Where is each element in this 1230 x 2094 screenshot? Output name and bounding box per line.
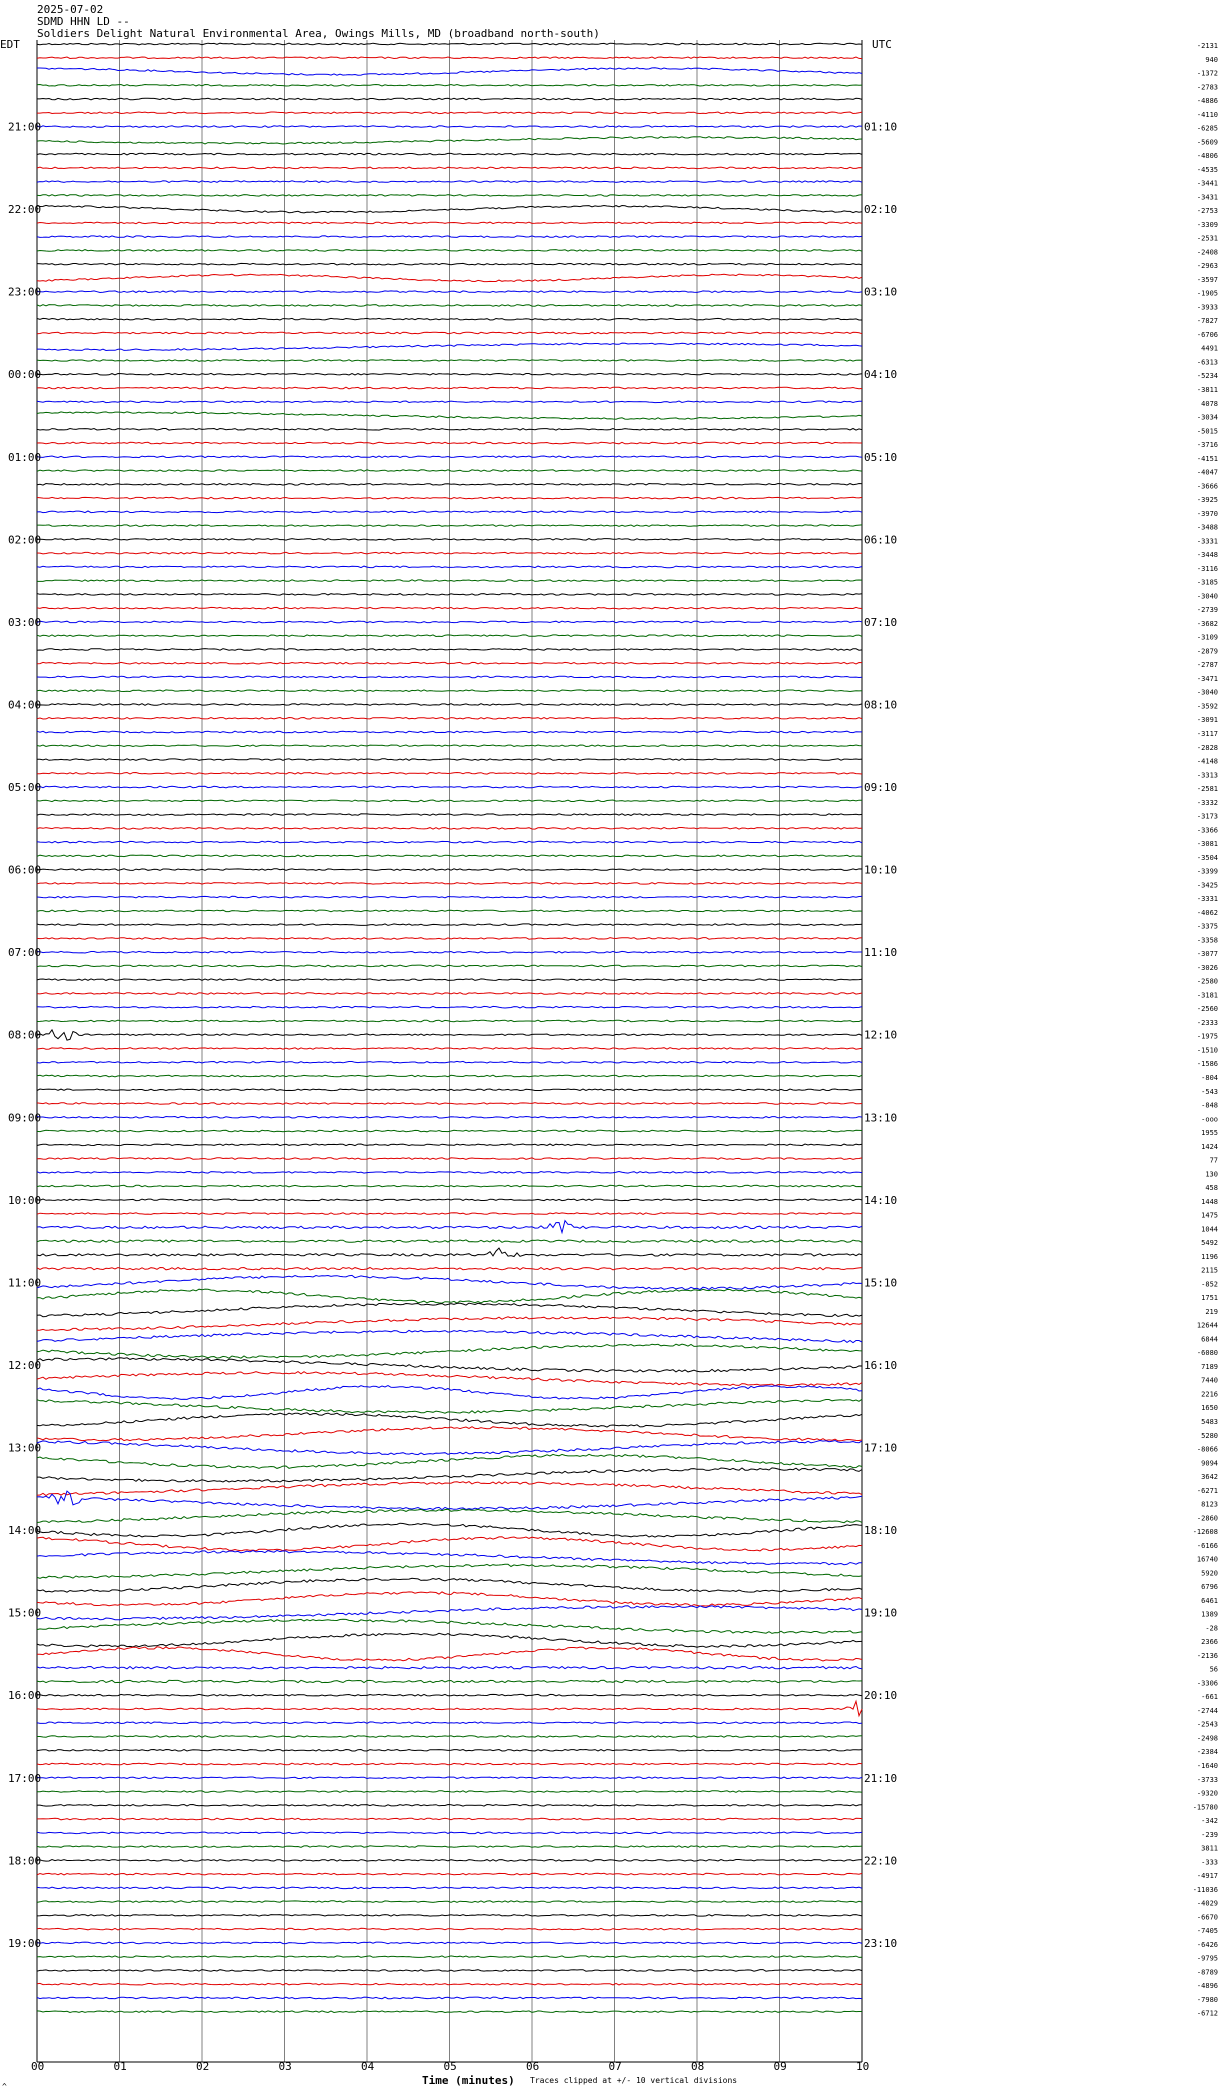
trace-offset-label: -4886 <box>1196 97 1218 106</box>
hour-label-right: 18:10 <box>864 1524 898 1538</box>
trace-offset-label: -3666 <box>1196 482 1218 491</box>
trace-offset-label: -2543 <box>1196 1720 1218 1729</box>
trace-offset-label: 1650 <box>1201 1404 1218 1413</box>
trace-offset-label: -3733 <box>1196 1775 1218 1784</box>
trace-offset-label: -3358 <box>1196 936 1218 945</box>
trace-offset-label: -2787 <box>1196 661 1218 670</box>
trace-offset-label: -3399 <box>1196 867 1218 876</box>
trace-offset-label: -2131 <box>1196 42 1218 50</box>
x-axis-title: Time (minutes) <box>422 2074 515 2087</box>
hour-label-left: 06:00 <box>8 863 42 877</box>
trace-offset-label: -8789 <box>1196 1968 1218 1977</box>
timezone-right-label: UTC <box>872 38 892 51</box>
trace-offset-label: -2136 <box>1196 1651 1218 1660</box>
trace-offset-label: 6796 <box>1201 1583 1218 1592</box>
trace-offset-label: 12644 <box>1196 1321 1218 1330</box>
hour-label-right: 14:10 <box>864 1193 898 1207</box>
trace-offset-label: 77 <box>1209 1156 1218 1165</box>
trace-offset-label: -3116 <box>1196 564 1218 573</box>
trace-offset-label: -2560 <box>1196 1005 1218 1014</box>
x-tick-label: 08 <box>691 2060 705 2073</box>
trace-offset-label: -3313 <box>1196 771 1218 780</box>
trace-offset-label: -6670 <box>1196 1913 1218 1922</box>
trace-offset-label: -11036 <box>1192 1885 1218 1894</box>
trace-offset-label: -2580 <box>1196 977 1218 986</box>
trace-offset-label: -4029 <box>1196 1899 1218 1908</box>
trace-offset-label: -804 <box>1201 1074 1218 1082</box>
trace-offset-label: -2879 <box>1196 647 1218 656</box>
trace-offset-label: 5920 <box>1201 1569 1218 1578</box>
trace-offset-label: -239 <box>1201 1830 1218 1839</box>
hour-label-left: 12:00 <box>8 1358 42 1372</box>
trace-offset-label: -342 <box>1201 1817 1218 1826</box>
x-tick-label: 07 <box>608 2060 622 2073</box>
trace-offset-label: -12608 <box>1192 1528 1218 1537</box>
hour-label-left: 11:00 <box>8 1276 42 1290</box>
trace-offset-label: -3026 <box>1196 963 1218 972</box>
trace-offset-label: -4917 <box>1196 1872 1218 1881</box>
trace-offset-label: -7827 <box>1196 317 1218 326</box>
header-location: Soldiers Delight Natural Environmental Area, Owings Mills, MD (broadband north-south) <box>37 27 600 40</box>
trace-offset-label: -3077 <box>1196 950 1218 959</box>
hour-label-right: 03:10 <box>864 285 898 299</box>
hour-label-left: 08:00 <box>8 1028 42 1042</box>
trace-offset-label: -3091 <box>1196 716 1218 725</box>
trace-offset-label: 2216 <box>1201 1390 1218 1399</box>
axis-labels <box>8 42 1218 2073</box>
trace-offset-label: 219 <box>1205 1307 1218 1316</box>
trace-offset-label: -2753 <box>1196 207 1218 216</box>
trace-offset-label: -4535 <box>1196 165 1218 174</box>
trace-offset-label: 8123 <box>1201 1500 1218 1509</box>
trace-offset-label: 1389 <box>1201 1610 1218 1619</box>
trace-offset-label: 5280 <box>1201 1431 1218 1440</box>
hour-label-left: 17:00 <box>8 1771 42 1785</box>
trace-offset-label: -2739 <box>1196 606 1218 615</box>
hour-label-left: 02:00 <box>8 533 42 547</box>
hour-label-right: 02:10 <box>864 203 898 217</box>
trace-offset-label: -7405 <box>1196 1927 1218 1936</box>
trace-offset-label: -4148 <box>1196 757 1218 766</box>
trace-offset-label: -8066 <box>1196 1445 1218 1454</box>
trace-offset-label: -2384 <box>1196 1748 1218 1757</box>
trace-offset-label: 7440 <box>1201 1376 1218 1385</box>
trace-offset-label: -3970 <box>1196 509 1218 518</box>
trace-offset-label: -9320 <box>1196 1789 1218 1798</box>
trace-offset-label: -2783 <box>1196 83 1218 92</box>
trace-offset-label: -6285 <box>1196 124 1218 133</box>
x-tick-label: 05 <box>443 2060 457 2073</box>
hour-label-left: 13:00 <box>8 1441 42 1455</box>
hour-label-left: 19:00 <box>8 1936 42 1950</box>
trace-offset-label: 4491 <box>1201 344 1218 353</box>
trace-offset-label: 56 <box>1209 1665 1218 1674</box>
trace-offset-label: -15780 <box>1192 1803 1218 1812</box>
clip-note: Traces clipped at +/- 10 vertical divisions <box>530 2076 738 2085</box>
hour-label-left: 04:00 <box>8 698 42 712</box>
hour-label-right: 11:10 <box>864 946 898 960</box>
hour-label-right: 22:10 <box>864 1854 898 1868</box>
trace-offset-label: -3448 <box>1196 551 1218 560</box>
trace-offset-label: -3811 <box>1196 386 1218 394</box>
hour-label-right: 15:10 <box>864 1276 898 1290</box>
trace-offset-label: -2744 <box>1196 1706 1218 1715</box>
trace-offset-label: -3441 <box>1196 179 1218 188</box>
trace-offset-label: -6271 <box>1196 1486 1218 1495</box>
trace-offset-label: -6080 <box>1196 1349 1218 1358</box>
hour-label-left: 10:00 <box>8 1193 42 1207</box>
trace-offset-label: -848 <box>1201 1101 1218 1110</box>
trace-offset-label: -6166 <box>1196 1541 1218 1550</box>
hour-label-right: 05:10 <box>864 450 898 464</box>
trace-offset-label: -2963 <box>1196 262 1218 271</box>
trace-offset-label: 1751 <box>1201 1294 1218 1303</box>
trace-offset-label: -3592 <box>1196 702 1218 711</box>
header-station: SDMD HHN LD -- <box>37 15 130 28</box>
hour-label-right: 19:10 <box>864 1606 898 1620</box>
hour-label-right: 08:10 <box>864 698 898 712</box>
trace-offset-label: -4151 <box>1196 454 1218 463</box>
trace-offset-label: -3309 <box>1196 220 1218 229</box>
trace-offset-label: -4110 <box>1196 110 1218 119</box>
hour-label-right: 13:10 <box>864 1111 898 1125</box>
trace-offset-label: -3431 <box>1196 193 1218 202</box>
hour-label-left: 18:00 <box>8 1854 42 1868</box>
trace-offset-label: -1510 <box>1196 1046 1218 1055</box>
trace-offset-label: -3306 <box>1196 1679 1218 1688</box>
hour-label-right: 16:10 <box>864 1358 898 1372</box>
trace-offset-label: 1475 <box>1201 1211 1218 1220</box>
x-tick-label: 02 <box>196 2060 210 2073</box>
x-tick-label: 03 <box>278 2060 292 2073</box>
trace-offset-label: 3811 <box>1201 1844 1218 1853</box>
hour-label-right: 01:10 <box>864 120 898 134</box>
hour-label-right: 20:10 <box>864 1689 898 1703</box>
trace-offset-label: -2860 <box>1196 1514 1218 1523</box>
trace-offset-label: -1640 <box>1196 1762 1218 1770</box>
hour-label-left: 22:00 <box>8 203 42 217</box>
trace-offset-label: 458 <box>1205 1184 1218 1193</box>
trace-offset-label: -ooo <box>1201 1115 1218 1124</box>
trace-offset-label: -3375 <box>1196 922 1218 931</box>
trace-offset-label: -3109 <box>1196 633 1218 642</box>
trace-offset-label: -852 <box>1201 1280 1218 1289</box>
trace-offset-label: -6426 <box>1196 1940 1218 1949</box>
trace-offset-label: -5609 <box>1196 138 1218 147</box>
trace-offset-label: -3504 <box>1196 853 1218 862</box>
hour-label-left: 01:00 <box>8 450 42 464</box>
trace-offset-label: -5015 <box>1196 427 1218 436</box>
header-date: 2025-07-02 <box>37 3 104 16</box>
trace-offset-label: 1424 <box>1201 1142 1218 1151</box>
trace-offset-label: 1044 <box>1201 1225 1218 1234</box>
trace-offset-label: -3332 <box>1196 798 1218 807</box>
trace-offset-label: -1975 <box>1196 1032 1218 1041</box>
hour-label-left: 09:00 <box>8 1111 42 1125</box>
trace-offset-label: -1586 <box>1196 1060 1218 1069</box>
trace-offset-label: -5234 <box>1196 372 1218 381</box>
trace-offset-label: -1372 <box>1196 69 1218 78</box>
x-tick-label: 09 <box>773 2060 787 2073</box>
trace-offset-label: -9795 <box>1196 1954 1218 1963</box>
trace-offset-label: -6706 <box>1196 330 1218 339</box>
hour-label-right: 21:10 <box>864 1771 898 1785</box>
corner-mark: ^ <box>2 2082 7 2091</box>
trace-offset-label: -543 <box>1201 1087 1218 1096</box>
trace-offset-label: -2333 <box>1196 1018 1218 1027</box>
x-tick-label: 00 <box>31 2060 45 2073</box>
trace-offset-label: -3040 <box>1196 688 1218 697</box>
trace-offset-label: 1196 <box>1201 1252 1218 1261</box>
trace-offset-label: -6712 <box>1196 2009 1218 2018</box>
trace-offset-label: -28 <box>1205 1624 1218 1633</box>
trace-offset-label: 6844 <box>1201 1335 1218 1344</box>
hour-label-left: 03:00 <box>8 615 42 629</box>
trace-offset-label: -3331 <box>1196 537 1218 546</box>
trace-offset-label: 7189 <box>1201 1362 1218 1371</box>
trace-offset-label: -7980 <box>1196 1995 1218 2004</box>
trace-offset-label: -3117 <box>1196 730 1218 738</box>
hour-label-left: 15:00 <box>8 1606 42 1620</box>
trace-offset-label: -333 <box>1201 1858 1218 1867</box>
trace-offset-label: 16740 <box>1196 1555 1218 1564</box>
hour-label-right: 09:10 <box>864 781 898 795</box>
hour-label-right: 04:10 <box>864 368 898 382</box>
trace-offset-label: -2531 <box>1196 234 1218 243</box>
trace-offset-label: -661 <box>1201 1693 1218 1702</box>
hour-label-left: 14:00 <box>8 1524 42 1538</box>
trace-offset-label: 3642 <box>1201 1473 1218 1482</box>
trace-offset-label: -3933 <box>1196 303 1218 312</box>
trace-offset-label: -4806 <box>1196 152 1218 161</box>
trace-offset-label: -3925 <box>1196 496 1218 505</box>
trace-offset-label: 5492 <box>1201 1239 1218 1248</box>
trace-offset-label: 9094 <box>1201 1459 1218 1468</box>
x-tick-label: 01 <box>113 2060 127 2073</box>
grid-lines <box>37 40 862 2062</box>
trace-offset-label: -4062 <box>1196 908 1218 917</box>
trace-offset-label: -3488 <box>1196 523 1218 532</box>
trace-offset-label: -3034 <box>1196 413 1218 422</box>
trace-offset-label: -2828 <box>1196 743 1218 752</box>
trace-offset-label: -3181 <box>1196 991 1218 1000</box>
trace-offset-label: -2581 <box>1196 785 1218 794</box>
trace-offset-label: -3081 <box>1196 840 1218 849</box>
x-tick-label: 04 <box>361 2060 375 2073</box>
hour-label-left: 00:00 <box>8 368 42 382</box>
trace-offset-label: -3716 <box>1196 441 1218 450</box>
trace-offset-label: 4078 <box>1201 399 1218 408</box>
hour-label-left: 07:00 <box>8 946 42 960</box>
hour-label-left: 16:00 <box>8 1689 42 1703</box>
hour-label-right: 23:10 <box>864 1936 898 1950</box>
trace-offset-label: -6313 <box>1196 358 1218 367</box>
trace-offset-label: 5483 <box>1201 1418 1218 1426</box>
trace-offset-label: -1905 <box>1196 289 1218 298</box>
trace-offset-label: -3682 <box>1196 619 1218 628</box>
hour-label-right: 12:10 <box>864 1028 898 1042</box>
timezone-left-label: EDT <box>0 38 20 51</box>
trace-offset-label: -4047 <box>1196 468 1218 477</box>
trace-offset-label: -3173 <box>1196 812 1218 821</box>
hour-label-right: 17:10 <box>864 1441 898 1455</box>
hour-label-right: 06:10 <box>864 533 898 547</box>
trace-offset-label: 6461 <box>1201 1596 1218 1605</box>
trace-offset-label: -2408 <box>1196 248 1218 257</box>
trace-offset-label: -2498 <box>1196 1734 1218 1743</box>
hour-label-right: 10:10 <box>864 863 898 877</box>
trace-offset-label: -3185 <box>1196 578 1218 587</box>
hour-label-left: 05:00 <box>8 781 42 795</box>
trace-offset-label: -3366 <box>1196 826 1218 835</box>
trace-offset-label: -3597 <box>1196 275 1218 284</box>
trace-offset-label: -4896 <box>1196 1982 1218 1991</box>
trace-offset-label: -3040 <box>1196 592 1218 601</box>
hour-label-left: 21:00 <box>8 120 42 134</box>
trace-offset-label: 1955 <box>1201 1129 1218 1138</box>
trace-offset-label: 130 <box>1205 1170 1218 1179</box>
hour-label-right: 07:10 <box>864 615 898 629</box>
trace-offset-label: -3331 <box>1196 895 1218 904</box>
trace-offset-label: 940 <box>1205 55 1218 64</box>
trace-offset-label: 2366 <box>1201 1638 1218 1647</box>
trace-offset-label: 1448 <box>1201 1197 1218 1206</box>
x-tick-label: 06 <box>526 2060 540 2073</box>
trace-offset-label: -3425 <box>1196 881 1218 890</box>
x-tick-label: 10 <box>856 2060 870 2073</box>
trace-offset-label: -3471 <box>1196 674 1218 683</box>
hour-label-left: 23:00 <box>8 285 42 299</box>
trace-offset-label: 2115 <box>1201 1266 1218 1275</box>
